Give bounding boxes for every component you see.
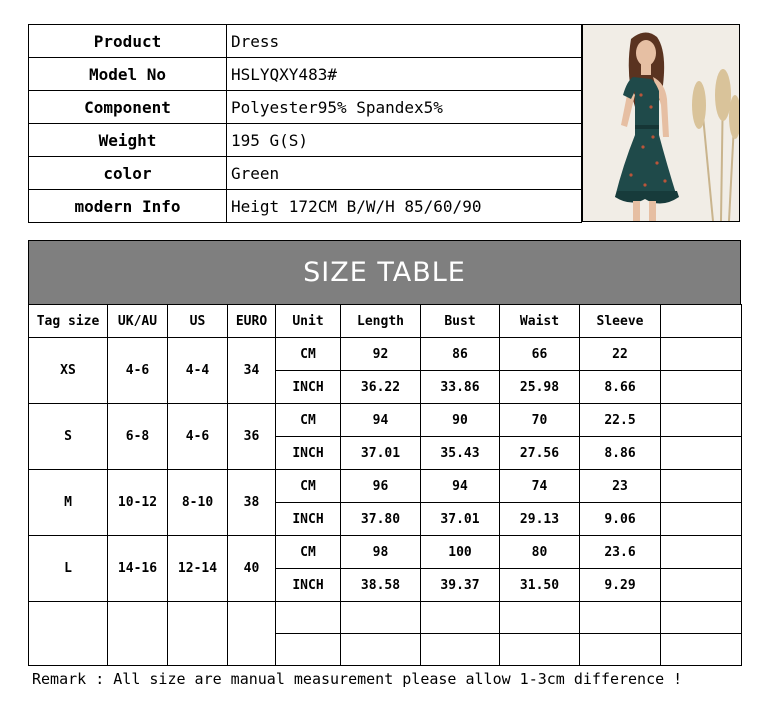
header-cell: US: [168, 305, 228, 338]
euro-cell: 38: [228, 470, 276, 536]
empty-row: [29, 602, 742, 634]
uk-au-cell: 6-8: [108, 404, 168, 470]
us-cell: 8-10: [168, 470, 228, 536]
info-value: Heigt 172CM B/W/H 85/60/90: [227, 190, 582, 223]
tag-size-cell: L: [29, 536, 108, 602]
waist-cell: 74: [500, 470, 580, 503]
sleeve-cell: 23.6: [580, 536, 661, 569]
uk-au-cell: 10-12: [108, 470, 168, 536]
waist-cell: 27.56: [500, 437, 580, 470]
length-cell: 96: [341, 470, 421, 503]
length-cell: 37.01: [341, 437, 421, 470]
info-row-weight: [29, 124, 582, 157]
empty-cell: [661, 404, 742, 437]
empty-cell: [341, 634, 421, 666]
us-cell: 12-14: [168, 536, 228, 602]
size-table: [28, 304, 742, 666]
waist-cell: 70: [500, 404, 580, 437]
info-label: Model No: [29, 58, 227, 91]
info-row-product: [29, 25, 582, 58]
empty-cell: [661, 503, 742, 536]
info-label: Product: [29, 25, 227, 58]
info-row-component: [29, 91, 582, 124]
bust-cell: 35.43: [421, 437, 500, 470]
info-label: Component: [29, 91, 227, 124]
unit-cell: INCH: [276, 569, 341, 602]
empty-cell: [168, 602, 228, 666]
info-label: modern Info: [29, 190, 227, 223]
info-value: 195 G(S): [227, 124, 582, 157]
sleeve-cell: 8.66: [580, 371, 661, 404]
bust-cell: 90: [421, 404, 500, 437]
empty-cell: [421, 602, 500, 634]
info-label: color: [29, 157, 227, 190]
size-row-m-cm: [29, 470, 742, 503]
sleeve-cell: 22: [580, 338, 661, 371]
unit-cell: CM: [276, 404, 341, 437]
sleeve-cell: 22.5: [580, 404, 661, 437]
bust-cell: 100: [421, 536, 500, 569]
bust-cell: 37.01: [421, 503, 500, 536]
empty-cell: [29, 602, 108, 666]
unit-cell: CM: [276, 470, 341, 503]
info-row-model-info: [29, 190, 582, 223]
uk-au-cell: 4-6: [108, 338, 168, 404]
empty-cell: [500, 634, 580, 666]
empty-cell: [500, 602, 580, 634]
tag-size-cell: M: [29, 470, 108, 536]
waist-cell: 29.13: [500, 503, 580, 536]
remark-note: Remark : All size are manual measurement please allow 1-3cm difference !: [32, 670, 683, 688]
header-cell: Unit: [276, 305, 341, 338]
size-table-header-row: [29, 305, 742, 338]
info-value: Green: [227, 157, 582, 190]
empty-cell: [661, 602, 742, 634]
info-value: Dress: [227, 25, 582, 58]
model-in-dress-image: [583, 25, 739, 221]
tag-size-cell: XS: [29, 338, 108, 404]
info-value: HSLYQXY483#: [227, 58, 582, 91]
empty-cell: [228, 602, 276, 666]
size-row-xs-cm: [29, 338, 742, 371]
tag-size-cell: S: [29, 404, 108, 470]
empty-cell: [276, 634, 341, 666]
empty-cell: [661, 634, 742, 666]
header-cell: UK/AU: [108, 305, 168, 338]
sleeve-cell: 23: [580, 470, 661, 503]
empty-cell: [580, 602, 661, 634]
length-cell: 37.80: [341, 503, 421, 536]
empty-cell: [108, 602, 168, 666]
length-cell: 92: [341, 338, 421, 371]
bust-cell: 33.86: [421, 371, 500, 404]
empty-cell: [276, 602, 341, 634]
unit-cell: INCH: [276, 503, 341, 536]
waist-cell: 25.98: [500, 371, 580, 404]
unit-cell: CM: [276, 536, 341, 569]
empty-cell: [661, 338, 742, 371]
empty-cell: [661, 371, 742, 404]
empty-cell: [421, 634, 500, 666]
header-cell: [661, 305, 742, 338]
euro-cell: 36: [228, 404, 276, 470]
waist-cell: 80: [500, 536, 580, 569]
bust-cell: 94: [421, 470, 500, 503]
empty-cell: [341, 602, 421, 634]
size-row-l-cm: [29, 536, 742, 569]
length-cell: 38.58: [341, 569, 421, 602]
size-row-s-cm: [29, 404, 742, 437]
empty-cell: [661, 536, 742, 569]
empty-cell: [580, 634, 661, 666]
info-row-color: [29, 157, 582, 190]
sleeve-cell: 9.29: [580, 569, 661, 602]
empty-cell: [661, 569, 742, 602]
info-row-model-no: [29, 58, 582, 91]
empty-cell: [661, 470, 742, 503]
uk-au-cell: 14-16: [108, 536, 168, 602]
unit-cell: CM: [276, 338, 341, 371]
sleeve-cell: 8.86: [580, 437, 661, 470]
header-cell: Length: [341, 305, 421, 338]
euro-cell: 34: [228, 338, 276, 404]
size-table-title: SIZE TABLE: [28, 240, 741, 305]
header-cell: Sleeve: [580, 305, 661, 338]
unit-cell: INCH: [276, 371, 341, 404]
product-photo: [582, 24, 740, 222]
bust-cell: 86: [421, 338, 500, 371]
length-cell: 94: [341, 404, 421, 437]
header-cell: Waist: [500, 305, 580, 338]
unit-cell: INCH: [276, 437, 341, 470]
euro-cell: 40: [228, 536, 276, 602]
product-info-table: [28, 24, 582, 223]
us-cell: 4-4: [168, 338, 228, 404]
info-value: Polyester95% Spandex5%: [227, 91, 582, 124]
waist-cell: 31.50: [500, 569, 580, 602]
empty-cell: [661, 437, 742, 470]
header-cell: Bust: [421, 305, 500, 338]
bust-cell: 39.37: [421, 569, 500, 602]
header-cell: Tag size: [29, 305, 108, 338]
us-cell: 4-6: [168, 404, 228, 470]
header-cell: EURO: [228, 305, 276, 338]
sleeve-cell: 9.06: [580, 503, 661, 536]
waist-cell: 66: [500, 338, 580, 371]
length-cell: 98: [341, 536, 421, 569]
info-label: Weight: [29, 124, 227, 157]
length-cell: 36.22: [341, 371, 421, 404]
